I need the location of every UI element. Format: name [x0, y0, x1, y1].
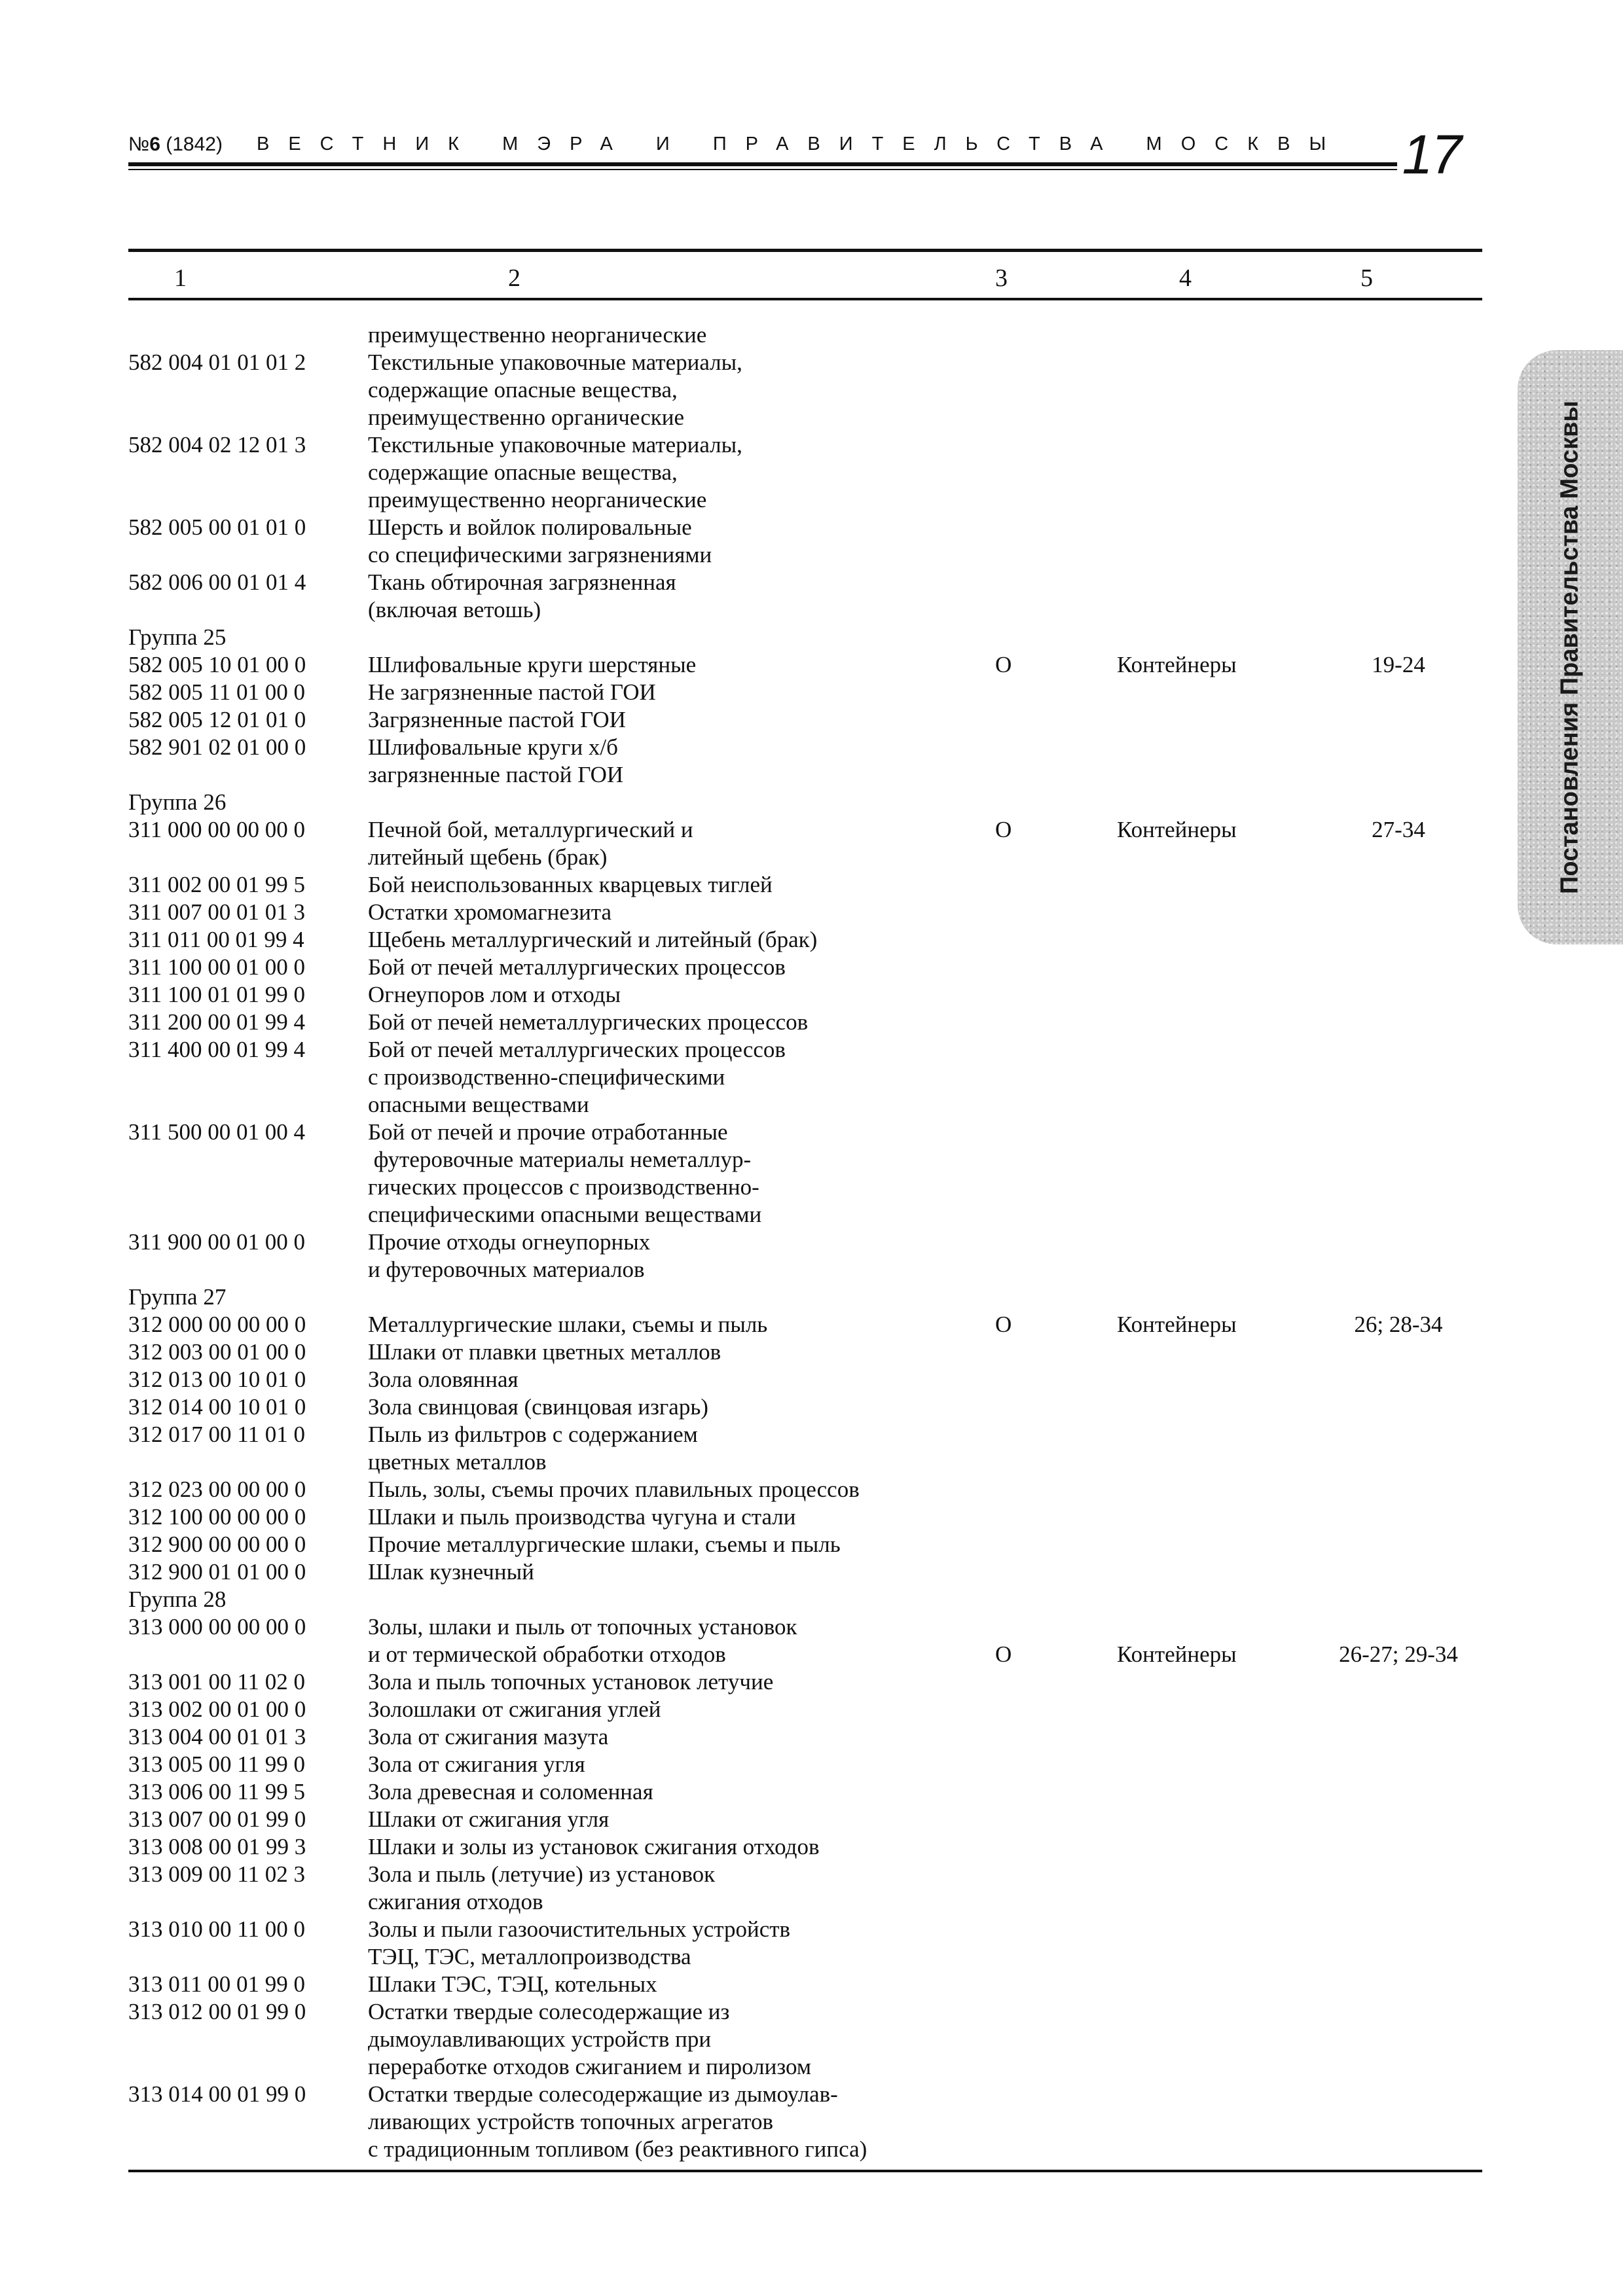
- waste-code: 582 901 02 01 00 0: [128, 734, 306, 760]
- waste-code: 313 008 00 01 99 3: [128, 1834, 306, 1859]
- description-line: Не загрязненные пастой ГОИ: [368, 679, 656, 705]
- waste-code: 582 005 12 01 01 0: [128, 707, 306, 732]
- description-line: Шлаки и пыль производства чугуна и стали: [368, 1504, 796, 1530]
- waste-description: [368, 1119, 1088, 1229]
- description-line: Зола свинцовая (свинцовая изгарь): [368, 1394, 708, 1420]
- table-row: [128, 679, 1482, 706]
- waste-description: [368, 1833, 1088, 1861]
- description-line: Зола от сжигания угля: [368, 1751, 585, 1777]
- reference-range: 26-27; 29-34: [1339, 1641, 1458, 1667]
- waste-description: [368, 1586, 1088, 1613]
- description-line: Печной бой, металлургический и: [368, 817, 693, 842]
- waste-description: [368, 1861, 1088, 1916]
- description-line: Огнеупоров лом и отходы: [368, 982, 621, 1007]
- waste-code: 313 009 00 11 02 3: [128, 1861, 305, 1887]
- waste-code: 313 011 00 01 99 0: [128, 1971, 305, 1997]
- table-row: [128, 1531, 1482, 1558]
- description-line: содержащие опасные вещества,: [368, 459, 678, 485]
- journal-title: ВЕСТНИК МЭРА И ПРАВИТЕЛЬСТВА МОСКВЫ: [257, 134, 1345, 154]
- waste-code: 312 003 00 01 00 0: [128, 1339, 306, 1365]
- reference-range: 27-34: [1372, 817, 1425, 842]
- table-row: [128, 1723, 1482, 1751]
- description-line: преимущественно неорганические: [368, 487, 707, 512]
- description-line: Зола оловянная: [368, 1367, 519, 1392]
- waste-description: [368, 624, 1088, 651]
- waste-code: 311 100 00 01 00 0: [128, 954, 305, 980]
- waste-code: 311 500 00 01 00 4: [128, 1119, 305, 1145]
- table-row: [128, 1421, 1482, 1476]
- table-row: [128, 1036, 1482, 1119]
- description-line: Шлак кузнечный: [368, 1559, 534, 1585]
- container-type: Контейнеры: [1117, 1312, 1237, 1337]
- waste-description: [368, 1806, 1088, 1833]
- waste-code: 312 100 00 00 00 0: [128, 1504, 306, 1530]
- description-line: литейный щебень (брак): [368, 844, 608, 870]
- waste-description: [368, 816, 1088, 871]
- description-line: Зола и пыль (летучие) из установок: [368, 1861, 716, 1887]
- description-line: Бой от печей неметаллургических процессов: [368, 1009, 809, 1035]
- description-line: с производственно-специфическими: [368, 1064, 725, 1090]
- waste-description: [368, 1613, 1088, 1668]
- description-line: преимущественно неорганические: [368, 322, 707, 348]
- table-row: [128, 1833, 1482, 1861]
- table-row: [128, 651, 1482, 679]
- page-number: 17: [1402, 124, 1461, 185]
- waste-code: 313 002 00 01 00 0: [128, 1696, 306, 1722]
- table-row: [128, 734, 1482, 789]
- waste-code: 313 010 00 11 00 0: [128, 1916, 305, 1942]
- group-label: Группа 25: [128, 624, 227, 650]
- waste-description: [368, 1338, 1088, 1366]
- reference-range: 19-24: [1372, 652, 1425, 677]
- waste-description: [368, 1476, 1088, 1503]
- table-row: [128, 1668, 1482, 1696]
- table-row: [128, 1311, 1482, 1338]
- waste-code: 313 001 00 11 02 0: [128, 1669, 305, 1695]
- waste-description: [368, 321, 1088, 349]
- waste-description: [368, 1778, 1088, 1806]
- waste-description: [368, 514, 1088, 569]
- table-row: [128, 1503, 1482, 1531]
- table-row: [128, 1613, 1482, 1668]
- description-line: Текстильные упаковочные материалы,: [368, 432, 742, 457]
- column-header-4: 4: [1179, 264, 1192, 292]
- section-side-tab-label: Постановления Правительства Москвы: [1556, 401, 1584, 894]
- description-line: Зола от сжигания мазута: [368, 1724, 609, 1749]
- table-row: [128, 349, 1482, 431]
- table-row: [128, 1998, 1482, 2081]
- header-rule-thin: [128, 169, 1397, 170]
- waste-description: [368, 926, 1088, 954]
- waste-code: 312 023 00 00 00 0: [128, 1477, 306, 1502]
- waste-description: [368, 871, 1088, 899]
- description-line: гических процессов с производственно-: [368, 1174, 759, 1200]
- description-line: Щебень металлургический и литейный (брак): [368, 927, 818, 952]
- description-line: Зола и пыль топочных установок летучие: [368, 1669, 774, 1695]
- table-row: [128, 1283, 1482, 1311]
- description-line: Бой неиспользованных кварцевых тиглей: [368, 872, 773, 897]
- description-line: ливающих устройств топочных агрегатов: [368, 2109, 773, 2134]
- description-line: опасными веществами: [368, 1092, 589, 1117]
- description-line: Прочие металлургические шлаки, съемы и пыль: [368, 1532, 841, 1557]
- table-row: [128, 871, 1482, 899]
- description-line: цветных металлов: [368, 1449, 547, 1475]
- column-header-2: 2: [508, 264, 520, 292]
- table-header-row: [128, 252, 1482, 298]
- description-line: сжигания отходов: [368, 1889, 543, 1914]
- description-line: дымоулавливающих устройств при: [368, 2026, 712, 2052]
- waste-code: 312 900 01 01 00 0: [128, 1559, 306, 1585]
- waste-code: 312 017 00 11 01 0: [128, 1422, 305, 1447]
- table-row: [128, 899, 1482, 926]
- description-line: Зола древесная и соломенная: [368, 1779, 653, 1804]
- table-row: [128, 1778, 1482, 1806]
- hazard-class: О: [995, 652, 1012, 677]
- waste-description: [368, 706, 1088, 734]
- description-line: и футеровочных материалов: [368, 1257, 645, 1282]
- description-line: переработке отходов сжиганием и пиролизом: [368, 2054, 811, 2079]
- description-line: Шлаки ТЭС, ТЭЦ, котельных: [368, 1971, 657, 1997]
- waste-code: 312 000 00 00 00 0: [128, 1312, 306, 1337]
- description-line: Шлаки от сжигания угля: [368, 1806, 610, 1832]
- waste-description: [368, 734, 1088, 789]
- description-line: Шлифовальные круги х/б: [368, 734, 618, 760]
- waste-description: [368, 651, 1088, 679]
- waste-description: [368, 789, 1088, 816]
- group-label: Группа 26: [128, 789, 227, 815]
- table-row: [128, 789, 1482, 816]
- waste-description: [368, 1036, 1088, 1119]
- waste-description: [368, 1696, 1088, 1723]
- waste-code: 311 900 00 01 00 0: [128, 1229, 305, 1255]
- container-type: Контейнеры: [1117, 652, 1237, 677]
- waste-description: [368, 1283, 1088, 1311]
- table-row: [128, 1009, 1482, 1036]
- group-label: Группа 28: [128, 1587, 227, 1612]
- waste-code: 313 005 00 11 99 0: [128, 1751, 305, 1777]
- waste-description: [368, 1998, 1088, 2081]
- table-bottom-rule: [128, 2170, 1482, 2172]
- waste-code: 313 006 00 11 99 5: [128, 1779, 305, 1804]
- table-row: [128, 1696, 1482, 1723]
- column-header-5: 5: [1360, 264, 1373, 292]
- waste-description: [368, 1558, 1088, 1586]
- table-row: [128, 1586, 1482, 1613]
- waste-description: [368, 1009, 1088, 1036]
- waste-code: 582 004 02 12 01 3: [128, 432, 306, 457]
- description-line: специфическими опасными веществами: [368, 1202, 762, 1227]
- description-line: Загрязненные пастой ГОИ: [368, 707, 626, 732]
- waste-code: 582 005 10 01 00 0: [128, 652, 306, 677]
- waste-code: 312 014 00 10 01 0: [128, 1394, 306, 1420]
- table-body: [128, 300, 1482, 2163]
- waste-code: 582 006 00 01 01 4: [128, 569, 306, 595]
- description-line: со специфическими загрязнениями: [368, 542, 712, 567]
- table-row: [128, 981, 1482, 1009]
- table-row: [128, 1366, 1482, 1393]
- description-line: Шлифовальные круги шерстяные: [368, 652, 697, 677]
- hazard-class: О: [995, 817, 1012, 842]
- waste-code: 313 014 00 01 99 0: [128, 2081, 306, 2107]
- waste-description: [368, 899, 1088, 926]
- waste-code: 313 012 00 01 99 0: [128, 1999, 306, 2024]
- table-row: [128, 954, 1482, 981]
- waste-description: [368, 569, 1088, 624]
- description-line: (включая ветошь): [368, 597, 541, 622]
- waste-description: [368, 1531, 1088, 1558]
- table-row: [128, 1806, 1482, 1833]
- table-row: [128, 514, 1482, 569]
- waste-description: [368, 954, 1088, 981]
- table-row: [128, 569, 1482, 624]
- waste-code: 311 011 00 01 99 4: [128, 927, 304, 952]
- waste-description: [368, 1668, 1088, 1696]
- container-type: Контейнеры: [1117, 817, 1237, 842]
- description-line: преимущественно органические: [368, 404, 685, 430]
- description-line: Бой от печей металлургических процессов: [368, 954, 786, 980]
- waste-code: 312 013 00 10 01 0: [128, 1367, 306, 1392]
- description-line: с традиционным топливом (без реактивного гипса): [368, 2136, 867, 2162]
- description-line: Шлаки от плавки цветных металлов: [368, 1339, 721, 1365]
- description-line: футеровочные материалы неметаллур-: [368, 1147, 752, 1172]
- column-header-1: 1: [174, 264, 187, 292]
- table-row: [128, 1861, 1482, 1916]
- column-header-3: 3: [995, 264, 1008, 292]
- description-line: содержащие опасные вещества,: [368, 377, 678, 403]
- description-line: загрязненные пастой ГОИ: [368, 762, 624, 787]
- waste-description: [368, 1393, 1088, 1421]
- waste-code: 312 900 00 00 00 0: [128, 1532, 306, 1557]
- description-line: Бой от печей и прочие отработанные: [368, 1119, 728, 1145]
- description-line: и от термической обработки отходов: [368, 1641, 726, 1667]
- table-row: [128, 706, 1482, 734]
- table-row: [128, 431, 1482, 514]
- waste-description: [368, 349, 1088, 431]
- hazard-class: О: [995, 1641, 1012, 1667]
- waste-code: 311 100 01 01 99 0: [128, 982, 305, 1007]
- table-row: [128, 321, 1482, 349]
- table-row: [128, 2081, 1482, 2163]
- waste-code: 313 007 00 01 99 0: [128, 1806, 306, 1832]
- description-line: Золы, шлаки и пыль от топочных установок: [368, 1614, 797, 1640]
- table-row: [128, 816, 1482, 871]
- description-line: Остатки твердые солесодержащие из: [368, 1999, 730, 2024]
- waste-description: [368, 1723, 1088, 1751]
- header-rule: [128, 162, 1397, 166]
- table-row: [128, 926, 1482, 954]
- waste-code: 311 200 00 01 99 4: [128, 1009, 305, 1035]
- description-line: Бой от печей металлургических процессов: [368, 1037, 786, 1062]
- description-line: Пыль из фильтров с содержанием: [368, 1422, 698, 1447]
- description-line: Остатки хромомагнезита: [368, 899, 612, 925]
- waste-table: [128, 249, 1482, 2172]
- waste-code: 313 000 00 00 00 0: [128, 1614, 306, 1640]
- table-row: [128, 624, 1482, 651]
- description-line: Пыль, золы, съемы прочих плавильных процессов: [368, 1477, 860, 1502]
- waste-description: [368, 1311, 1088, 1338]
- description-line: Шлаки и золы из установок сжигания отходов: [368, 1834, 820, 1859]
- table-row: [128, 1119, 1482, 1229]
- group-label: Группа 27: [128, 1284, 227, 1310]
- description-line: ТЭЦ, ТЭС, металлопроизводства: [368, 1944, 691, 1969]
- waste-description: [368, 1421, 1088, 1476]
- waste-description: [368, 1503, 1088, 1531]
- table-row: [128, 1393, 1482, 1421]
- waste-description: [368, 431, 1088, 514]
- waste-description: [368, 679, 1088, 706]
- description-line: Шерсть и войлок полировальные: [368, 514, 692, 540]
- waste-description: [368, 2081, 1088, 2163]
- section-side-tab: [1518, 350, 1623, 944]
- page-header: [128, 124, 1487, 185]
- table-row: [128, 1916, 1482, 1971]
- waste-code: 313 004 00 01 01 3: [128, 1724, 306, 1749]
- container-type: Контейнеры: [1117, 1641, 1237, 1667]
- description-line: Остатки твердые солесодержащие из дымоулав-: [368, 2081, 838, 2107]
- table-row: [128, 1476, 1482, 1503]
- table-row: [128, 1229, 1482, 1283]
- waste-code: 582 004 01 01 01 2: [128, 350, 306, 375]
- waste-description: [368, 1916, 1088, 1971]
- description-line: Текстильные упаковочные материалы,: [368, 350, 742, 375]
- table-row: [128, 1558, 1482, 1586]
- description-line: Прочие отходы огнеупорных: [368, 1229, 651, 1255]
- waste-description: [368, 981, 1088, 1009]
- waste-code: 311 007 00 01 01 3: [128, 899, 305, 925]
- waste-description: [368, 1751, 1088, 1778]
- table-row: [128, 1971, 1482, 1998]
- waste-code: 311 000 00 00 00 0: [128, 817, 305, 842]
- issue-number: №6 (1842): [128, 134, 223, 155]
- description-line: Ткань обтирочная загрязненная: [368, 569, 676, 595]
- waste-code: 311 400 00 01 99 4: [128, 1037, 305, 1062]
- waste-code: 582 005 11 01 00 0: [128, 679, 305, 705]
- description-line: Золы и пыли газоочистительных устройств: [368, 1916, 791, 1942]
- waste-code: 311 002 00 01 99 5: [128, 872, 305, 897]
- waste-description: [368, 1229, 1088, 1283]
- description-line: Металлургические шлаки, съемы и пыль: [368, 1312, 768, 1337]
- waste-description: [368, 1971, 1088, 1998]
- reference-range: 26; 28-34: [1354, 1312, 1443, 1337]
- hazard-class: О: [995, 1312, 1012, 1337]
- table-row: [128, 1338, 1482, 1366]
- waste-code: 582 005 00 01 01 0: [128, 514, 306, 540]
- table-row: [128, 1751, 1482, 1778]
- description-line: Золошлаки от сжигания углей: [368, 1696, 661, 1722]
- waste-description: [368, 1366, 1088, 1393]
